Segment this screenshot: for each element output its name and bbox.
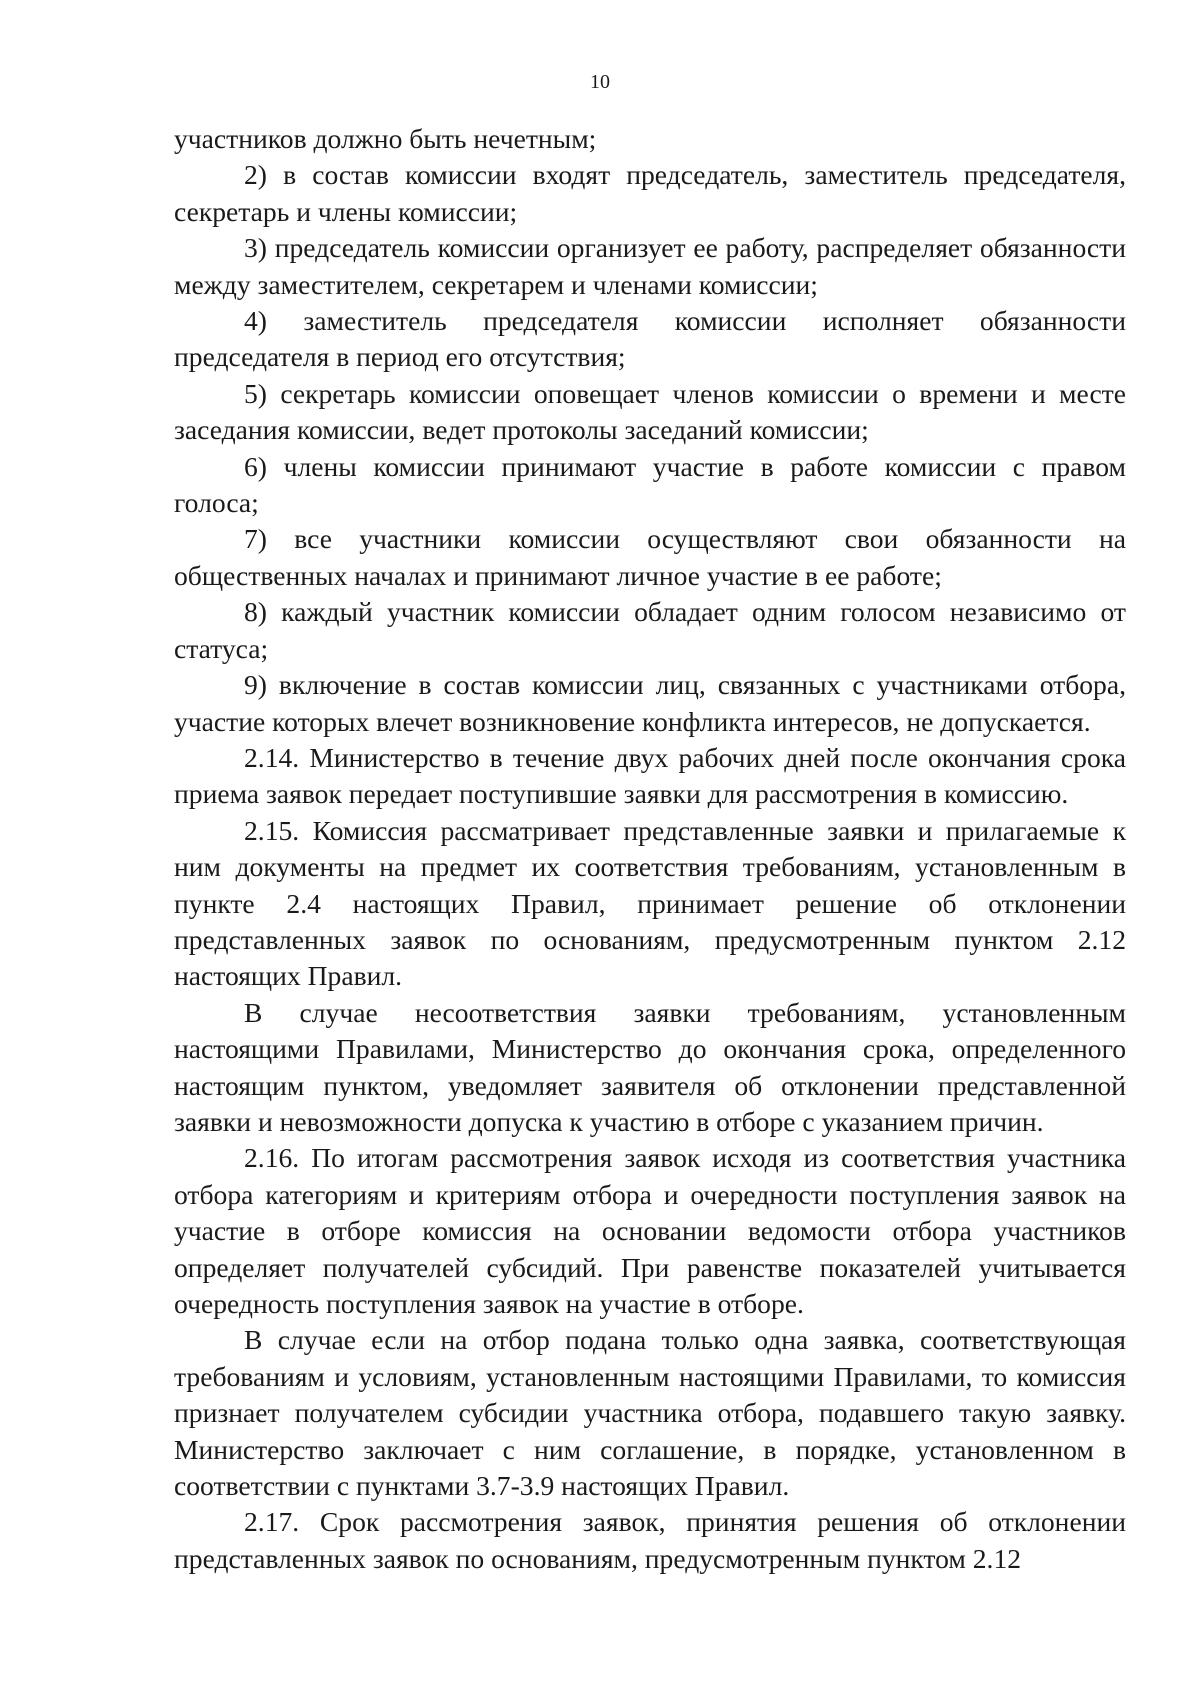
clause-2-15-continued: В случае несоответствия заявки требованиям, установленным настоящими Правилами, Министерство до окончания срока, определенного настоящим пунктом, уведомляет заявителя об отклонении представленной заявки и невозможности допуска к участию в отборе с указанием причин. — [174, 996, 1126, 1137]
page-number: 10 — [590, 71, 610, 93]
document-body — [174, 121, 1126, 1577]
paragraph-continuation: участников должно быть нечетным; — [174, 123, 597, 154]
clause-2-16: 2.16. По итогам рассмотрения заявок исходя из соответствия участника отбора категориям и критериям отбора и очередности поступления заявок на участие в отборе комиссия на основании ведомости отбора участников определяет получателей субсидий. При равенстве показателей учитывается очередность поступления заявок на участие в отборе. — [174, 1142, 1126, 1319]
list-item-4: 4) заместитель председателя комиссии исполняет обязанности председателя в период его отсутствия; — [174, 305, 1126, 373]
clause-2-16-continued: В случае если на отбор подана только одна заявка, соответствующая требованиям и условиям, установленным настоящими Правилами, то комиссия признает получателем субсидии участника отбора, подавшего такую заявку. Министерство заключает с ним соглашение, в порядке, установленном в соответствии с пунктами 3.7-3.9 настоящих Правил. — [174, 1324, 1126, 1502]
list-item-9: 9) включение в состав комиссии лиц, связанных с участниками отбора, участие которых влечет возникновение конфликта интересов, не допускается. — [174, 669, 1126, 737]
list-item-6: 6) члены комиссии принимают участие в работе комиссии с правом голоса; — [174, 450, 1126, 519]
list-item-5: 5) секретарь комиссии оповещает членов комиссии о времени и месте заседания комиссии, ведет протоколы заседаний комиссии; — [174, 377, 1126, 446]
clause-2-15: 2.15. Комиссия рассматривает представленные заявки и прилагаемые к ним документы на предмет их соответствия требованиям, установленным в пункте 2.4 настоящих Правил, принимает решение об отклонении представленных заявок по основаниям, предусмотренным пунктом 2.12 настоящих Правил. — [174, 814, 1126, 992]
clause-2-14: 2.14. Министерство в течение двух рабочих дней после окончания срока приема заявок передает поступившие заявки для рассмотрения в комиссию. — [174, 741, 1126, 810]
clause-2-17: 2.17. Срок рассмотрения заявок, принятия решения об отклонении представленных заявок по основаниям, предусмотренным пунктом 2.12 — [174, 1506, 1126, 1574]
list-item-2: 2) в состав комиссии входят председатель, заместитель председателя, секретарь и члены комиссии; — [174, 159, 1126, 227]
list-item-8: 8) каждый участник комиссии обладает одним голосом независимо от статуса; — [174, 596, 1126, 664]
list-item-7: 7) все участники комиссии осуществляют свои обязанности на общественных началах и принимают личное участие в ее работе; — [174, 523, 1126, 591]
list-item-3: 3) председатель комиссии организует ее работу, распределяет обязанности между заместителем, секретарем и членами комиссии; — [174, 232, 1126, 300]
